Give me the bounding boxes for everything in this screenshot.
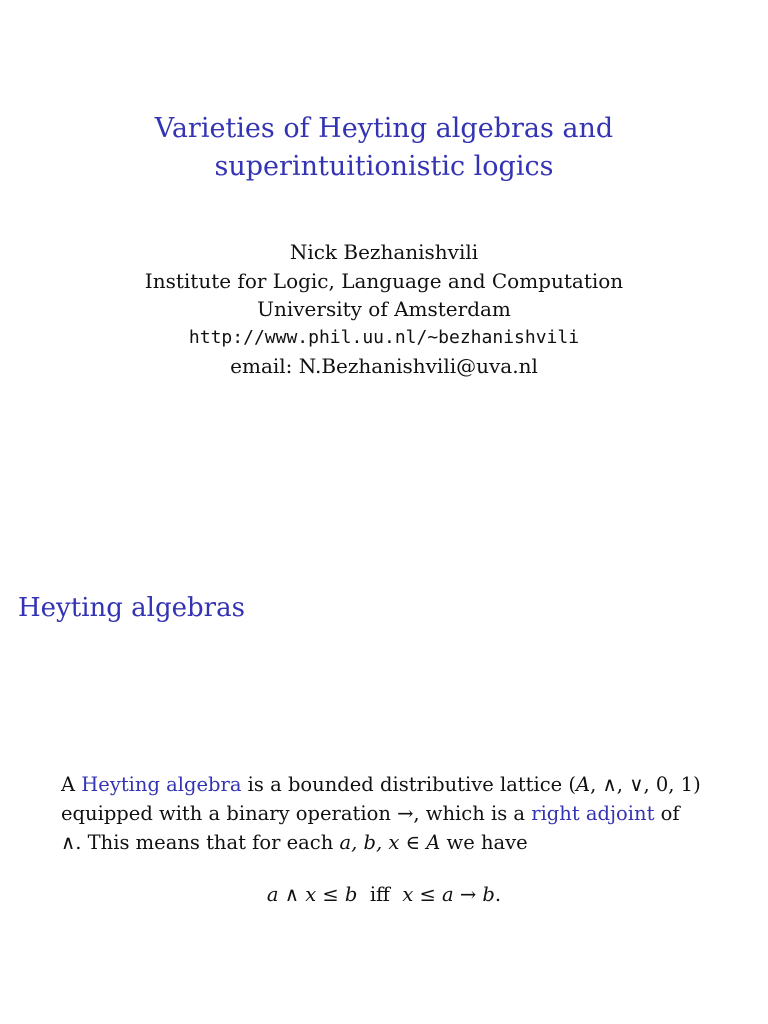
author-email: email: N.Bezhanishvili@uva.nl bbox=[230, 354, 538, 378]
definition-line-1 bbox=[61, 770, 711, 799]
definition-text: ∈ bbox=[399, 831, 427, 854]
definition-text: of bbox=[654, 802, 680, 825]
definition-line-2 bbox=[61, 799, 711, 828]
term-right-adjoint: right adjoint bbox=[531, 802, 655, 825]
equation-iff: iff bbox=[357, 883, 403, 906]
adjunction-equation bbox=[0, 880, 768, 909]
equation-rhs: x ≤ a → b bbox=[402, 883, 495, 906]
math-variable: A bbox=[426, 831, 441, 854]
math-variable: A bbox=[576, 773, 591, 796]
equation-period: . bbox=[494, 883, 502, 906]
author-university: University of Amsterdam bbox=[257, 297, 511, 321]
definition-text: equipped with a binary operation →, which is a bbox=[61, 802, 532, 825]
definition-text: we have bbox=[440, 831, 528, 854]
definition-text: A bbox=[61, 773, 82, 796]
title-line-2: superintuitionistic logics bbox=[214, 151, 554, 182]
author-institute: Institute for Logic, Language and Computation bbox=[144, 268, 624, 293]
author-name: Nick Bezhanishvili bbox=[289, 240, 479, 264]
definition-text: , ∧, ∨, 0, 1) bbox=[590, 773, 701, 796]
term-heyting-algebra: Heyting algebra bbox=[81, 773, 242, 796]
section-heading: Heyting algebras bbox=[18, 593, 245, 623]
equation-lhs: a ∧ x ≤ b bbox=[266, 883, 358, 906]
title-line-1: Varieties of Heyting algebras and bbox=[154, 113, 614, 144]
definition-line-3 bbox=[61, 828, 711, 857]
author-url: http://www.phil.uu.nl/~bezhanishvili bbox=[188, 326, 580, 348]
math-variables: a, b, x bbox=[339, 831, 400, 854]
definition-text: ∧. This means that for each bbox=[61, 831, 340, 854]
slide-title bbox=[0, 110, 768, 186]
definition-text: is a bounded distributive lattice ( bbox=[241, 773, 577, 796]
author-block bbox=[0, 238, 768, 381]
definition-paragraph bbox=[61, 770, 711, 857]
